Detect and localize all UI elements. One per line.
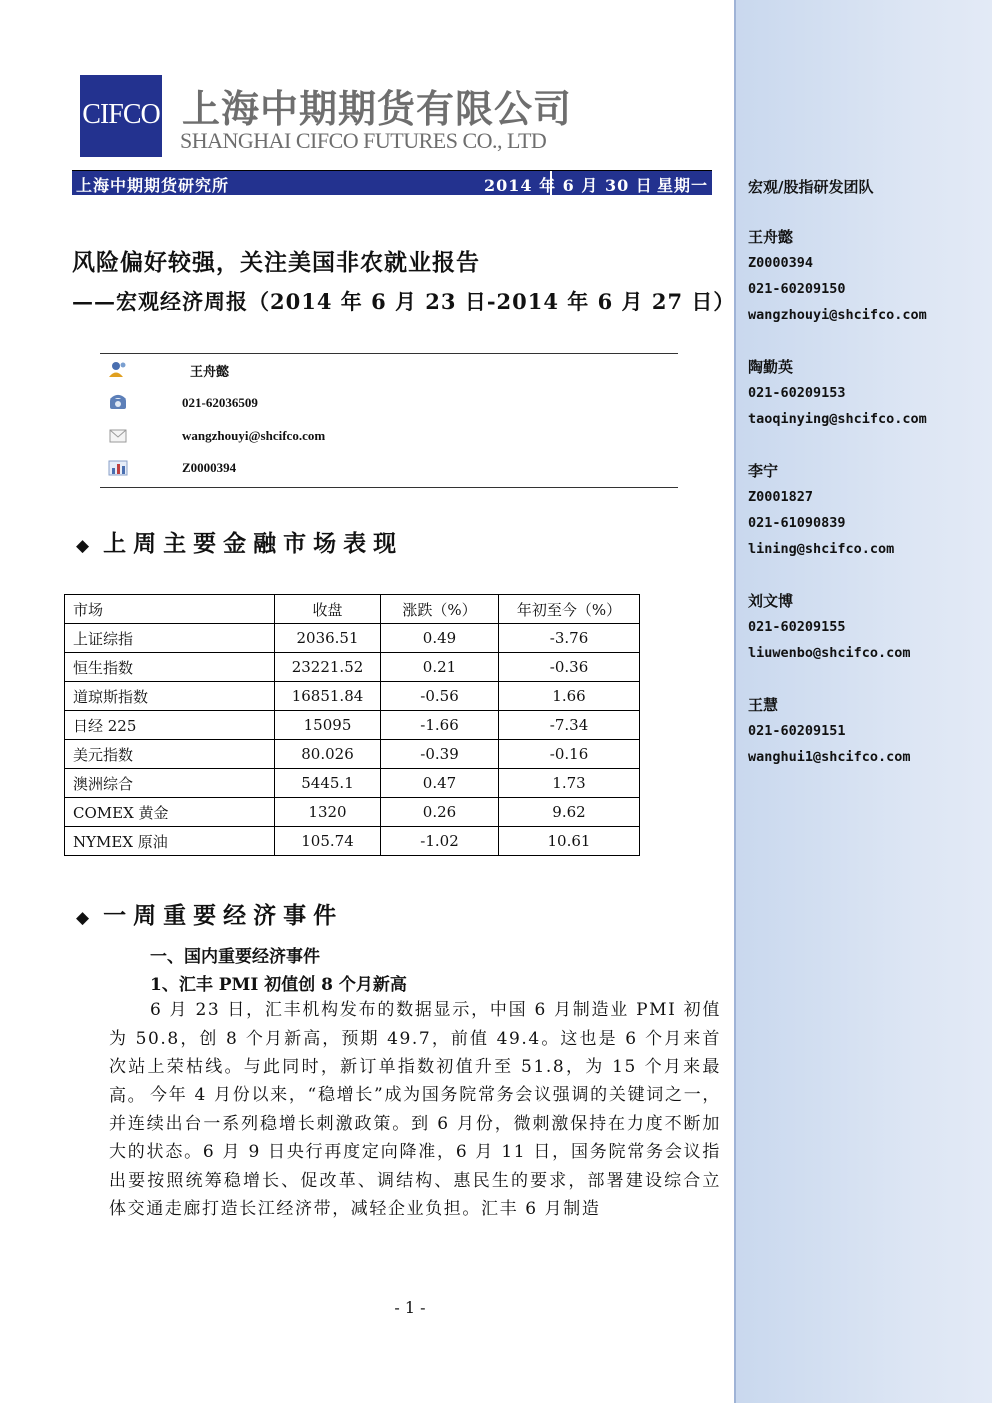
report-weekday: 星期一 [656, 176, 708, 195]
contact-line: lining@shcifco.com [748, 541, 895, 557]
table-row [65, 798, 640, 827]
contact-line: liuwenbo@shcifco.com [748, 645, 911, 661]
contact-line: 021-60209150 [748, 281, 846, 297]
close-cell: 16851.84 [275, 682, 381, 711]
market-table [64, 594, 640, 856]
contact-line: Z0000394 [748, 255, 814, 271]
table-row [65, 827, 640, 856]
author-name: 王舟懿 [190, 364, 230, 379]
change-cell: 0.47 [381, 769, 499, 798]
company-name-cn: 上海中期期货有限公司 [182, 87, 573, 131]
contact-line: Z0001827 [748, 489, 814, 505]
close-cell: 15095 [275, 711, 381, 740]
column-header: 涨跌（%） [381, 595, 499, 624]
logo-text: CIFCO [82, 99, 160, 130]
report-date: 2014 年 6 月 30 日 [484, 176, 653, 195]
author-license: Z0000394 [182, 460, 237, 475]
report-title: 风险偏好较强，关注美国非农就业报告 [72, 249, 480, 276]
body-paragraph: 6 月 23 日，汇丰机构发布的数据显示，中国 6 月制造业 PMI 初值为 50.8，创 8 个月新高，预期 49.7，前值 49.4。这也是 6 个月来首次站上荣枯线。与此同时，新订单指数初值升至 51.8，为 15 个月来最高。 [109, 1000, 721, 1106]
section-heading-events [76, 897, 343, 930]
change-cell: -1.02 [381, 827, 499, 856]
header-bar [72, 170, 712, 195]
contact-block [748, 692, 911, 770]
market-cell: COMEX 黄金 [65, 798, 275, 827]
section-title: 上周主要金融市场表现 [103, 530, 404, 557]
contact-line: taoqinying@shcifco.com [748, 411, 927, 427]
ytd-cell: 10.61 [499, 827, 640, 856]
table-row [65, 624, 640, 653]
market-cell: 美元指数 [65, 740, 275, 769]
ytd-cell: -0.16 [499, 740, 640, 769]
table-row [65, 653, 640, 682]
ytd-cell: -7.34 [499, 711, 640, 740]
contact-line: 021-60209151 [748, 723, 846, 739]
contact-block [748, 588, 911, 666]
ytd-cell: -3.76 [499, 624, 640, 653]
contact-block [748, 458, 894, 562]
chart-icon [108, 459, 128, 477]
contact-line: 021-60209155 [748, 619, 846, 635]
ytd-cell: 1.73 [499, 769, 640, 798]
market-cell: 日经 225 [65, 711, 275, 740]
change-cell: -0.56 [381, 682, 499, 711]
table-header-row [65, 595, 640, 624]
change-cell: 0.49 [381, 624, 499, 653]
change-cell: 0.26 [381, 798, 499, 827]
phone-icon [108, 394, 128, 412]
close-cell: 23221.52 [275, 653, 381, 682]
close-cell: 105.74 [275, 827, 381, 856]
market-cell: 澳洲综合 [65, 769, 275, 798]
company-logo [80, 75, 162, 157]
company-name-en: SHANGHAI CIFCO FUTURES CO., LTD [180, 128, 547, 153]
close-cell: 5445.1 [275, 769, 381, 798]
item-heading: 1、汇丰 PMI 初值创 8 个月新高 [150, 975, 407, 995]
column-header: 年初至今（%） [499, 595, 640, 624]
market-cell: 恒生指数 [65, 653, 275, 682]
contact-line: wangzhouyi@shcifco.com [748, 307, 927, 323]
diamond-icon: ◆ [76, 536, 90, 556]
close-cell: 1320 [275, 798, 381, 827]
contact-line: wanghui1@shcifco.com [748, 749, 911, 765]
ytd-cell: 1.66 [499, 682, 640, 711]
contact-name: 李宁 [748, 462, 779, 480]
table-row [65, 740, 640, 769]
close-cell: 2036.51 [275, 624, 381, 653]
report-subtitle: ——宏观经济周报（2014 年 6 月 23 日-2014 年 6 月 27 日） [72, 289, 736, 314]
table-row [65, 711, 640, 740]
author-phone: 021-62036509 [182, 395, 258, 410]
change-cell: -1.66 [381, 711, 499, 740]
contact-name: 王舟懿 [748, 228, 794, 246]
market-cell: NYMEX 原油 [65, 827, 275, 856]
ytd-cell: -0.36 [499, 653, 640, 682]
body-paragraph: 今年 4 月份以来，“稳增长”成为国务院常务会议强调的关键词之一，并连续出台一系列稳增长刺激政策。到 6 月份，微刺激保持在力度不断加大的状态。6 月 9 日央行再度定向降准，6 月 11 日，国务院常务会议指出要按照统筹稳增长、促改革、调结构、惠民生的要求，部署建设综合立体交通走廊打造长江经济带，减轻企业负担。汇丰 6 月制造 [109, 1085, 721, 1219]
column-header: 收盘 [275, 595, 381, 624]
page-number: - 1 - [394, 1298, 426, 1317]
ytd-cell: 9.62 [499, 798, 640, 827]
contact-name: 刘文博 [748, 592, 794, 610]
institute-name: 上海中期期货研究所 [76, 176, 230, 195]
table-row [65, 682, 640, 711]
change-cell: -0.39 [381, 740, 499, 769]
contact-block [748, 354, 927, 432]
close-cell: 80.026 [275, 740, 381, 769]
change-cell: 0.21 [381, 653, 499, 682]
section-title: 一周重要经济事件 [103, 902, 344, 929]
section-heading-market [76, 525, 403, 558]
contact-block [748, 224, 927, 328]
team-name: 宏观/股指研发团队 [748, 178, 874, 196]
market-cell: 道琼斯指数 [65, 682, 275, 711]
author-email: wangzhouyi@shcifco.com [182, 428, 326, 443]
subsection-heading: 一、国内重要经济事件 [150, 947, 320, 967]
table-row [65, 769, 640, 798]
author-info [100, 353, 678, 488]
diamond-icon: ◆ [76, 908, 90, 928]
contact-name: 王慧 [748, 696, 779, 714]
sidebar [734, 0, 992, 1403]
contact-line: 021-60209153 [748, 385, 846, 401]
column-header: 市场 [65, 595, 275, 624]
person-icon [108, 360, 128, 378]
market-cell: 上证综指 [65, 624, 275, 653]
contact-line: 021-61090839 [748, 515, 846, 531]
contact-name: 陶勤英 [748, 358, 794, 376]
mail-icon [108, 427, 128, 445]
